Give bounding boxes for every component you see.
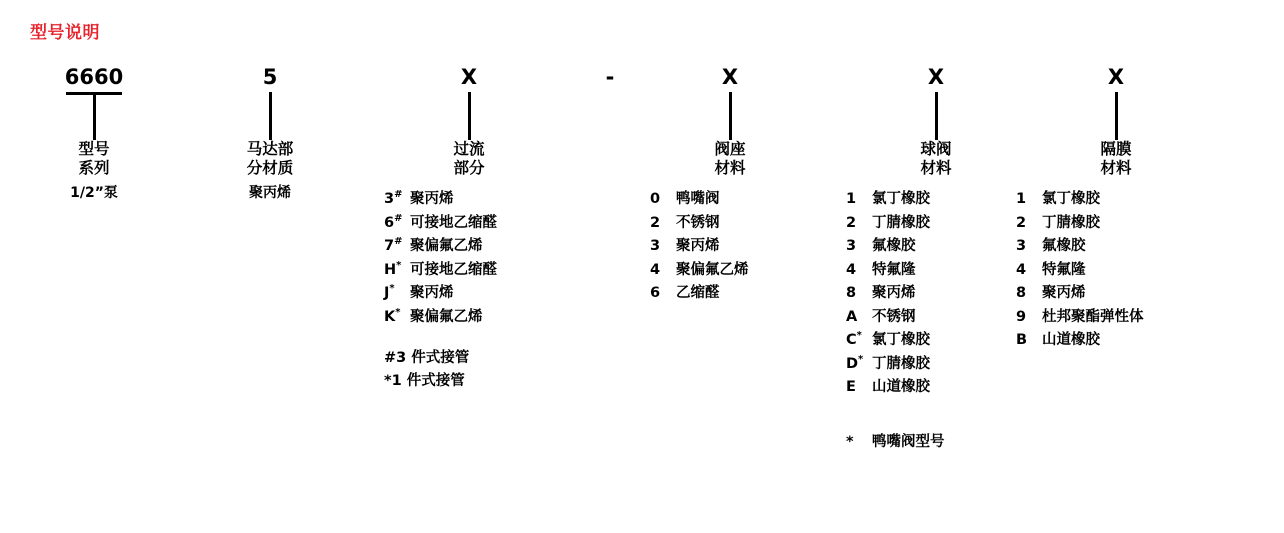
option-key-superscript: * [856,330,862,342]
option-key-text: 4 [650,261,661,278]
option-value: 氯丁橡胶 [872,332,930,348]
option-row [1016,282,1216,306]
option-row [650,212,810,236]
option-key [650,212,676,236]
option-key-text: 2 [846,214,857,231]
column-heading [1016,140,1216,178]
connector-stem [1016,92,1216,140]
code-column-3 [560,62,660,140]
option-value: 氯丁橡胶 [1042,191,1100,207]
option-key [846,306,872,330]
option-row [384,212,554,236]
option-row [384,306,554,330]
option-key [650,235,676,259]
connector-line [935,92,938,140]
option-key [1016,329,1042,353]
option-key-superscript: * [395,306,401,318]
option-key-text: E [846,379,856,395]
option-row [846,235,1026,259]
option-value: 聚偏氟乙烯 [676,261,749,278]
page-title: 型号说明 [30,23,100,43]
option-value: 不锈钢 [676,214,720,231]
column-heading-line: 隔膜 [1100,140,1132,158]
option-key [846,259,872,283]
option-key [384,259,410,283]
code-column-4 [650,62,810,306]
option-row [384,188,554,212]
option-value: 可接地乙缩醛 [410,261,497,278]
connector-stem [36,92,152,140]
option-key-text: 3 [846,238,857,254]
code-column-5 [846,62,1026,451]
option-key-text: D [846,355,859,372]
option-row [846,306,1026,330]
option-key-superscript: * [858,353,864,365]
option-row [650,259,810,283]
option-value: 山道橡胶 [872,379,930,395]
option-key-superscript: * [389,283,395,295]
option-row [846,329,1026,353]
footnote: #3 件式接管 [384,350,470,366]
option-key [846,212,872,236]
option-key-text: 6 [650,285,661,301]
option-row [1016,188,1216,212]
option-key [1016,259,1042,283]
option-key-text: 4 [1016,261,1027,278]
option-row [384,259,554,283]
option-key-text: C [846,332,857,348]
option-value: 丁腈橡胶 [872,355,930,372]
code-char: 6660 [64,65,124,89]
column-heading-line: 材料 [714,159,746,177]
code-column-6 [1016,62,1216,353]
option-key-text: 2 [650,214,661,231]
option-key-text: 9 [1016,308,1027,325]
option-list [1016,188,1216,353]
option-key-text: B [1016,332,1028,348]
option-key-text: K [384,308,396,325]
option-key-text: 4 [846,261,857,278]
option-key-superscript: * [396,259,402,271]
column-heading-line: 材料 [1100,159,1132,177]
code-char: X [927,65,945,89]
option-key [846,353,872,377]
option-key [650,188,676,212]
option-key-text: 3 [384,191,395,207]
option-key-text: 7 [384,238,395,254]
option-row [846,353,1026,377]
option-key [384,188,410,212]
option-key-text: J [384,285,390,301]
connector-line [468,92,471,140]
option-row [650,188,810,212]
option-row [384,282,554,306]
option-value: 聚偏氟乙烯 [410,308,483,325]
option-key-text: 3 [1016,238,1027,254]
option-row [846,212,1026,236]
column-heading-line: 马达部 [246,140,294,158]
code-char: X [721,65,739,89]
option-row [650,235,810,259]
option-key [650,259,676,283]
option-value: 氟橡胶 [1042,238,1086,254]
option-row [1016,259,1216,283]
code-char: X [1107,65,1125,89]
option-value: 氟橡胶 [872,238,916,254]
footnote: *1 件式接管 [384,373,465,389]
column-subnote: 聚丙烯 [249,185,291,201]
column-heading [650,140,810,178]
option-value: 聚丙烯 [1042,285,1086,301]
option-list [384,188,554,329]
option-value: 杜邦聚酯弹性体 [1042,308,1144,325]
column-subnote: 1/2”泵 [70,185,118,201]
option-value: 特氟隆 [1042,261,1086,278]
footnote-list [384,347,554,393]
column-heading [36,140,152,178]
option-key [384,212,410,236]
option-key-superscript: # [394,236,403,248]
option-value: 乙缩醛 [676,285,720,301]
option-value: 丁腈橡胶 [1042,214,1100,231]
option-value: 丁腈橡胶 [872,214,930,231]
option-key-superscript: # [394,189,403,201]
column-heading-line: 阀座 [714,140,746,158]
option-key-text: 1 [846,191,857,207]
option-key-superscript: # [394,212,403,224]
option-row [1016,212,1216,236]
connector-line [93,92,96,140]
column-heading [846,140,1026,178]
option-key-text: 0 [650,191,661,207]
option-key [384,282,410,306]
asterisk-icon: * [846,433,854,450]
option-value: 不锈钢 [872,308,916,325]
option-key-text: A [846,308,858,325]
option-row [1016,306,1216,330]
option-key-text: 3 [650,238,661,254]
column-heading-line: 分材质 [246,159,294,177]
connector-line [729,92,732,140]
option-key [1016,212,1042,236]
option-value: 聚偏氟乙烯 [410,238,483,254]
connector-line [269,92,272,140]
option-row [846,188,1026,212]
option-key [1016,306,1042,330]
connector-stem [560,92,660,140]
code-column-1 [212,62,328,203]
option-value: 聚丙烯 [872,285,916,301]
option-key [846,329,872,353]
column-heading [212,140,328,178]
option-key-text: 8 [1016,285,1027,301]
option-key-text: 1 [1016,191,1027,207]
code-column-2 [384,62,554,393]
option-key [1016,188,1042,212]
code-char: - [605,65,615,89]
column-heading-line: 系列 [78,159,110,177]
column-heading-line: 过流 [453,140,485,158]
column-heading-line: 球阀 [920,140,952,158]
option-key [846,235,872,259]
option-key [384,235,410,259]
option-key-text: 6 [384,214,395,231]
option-row [650,282,810,306]
option-key [846,188,872,212]
code-char: X [460,65,478,89]
connector-stem [212,92,328,140]
connector-stem [384,92,554,140]
column-heading [384,140,554,178]
connector-line [1115,92,1118,140]
option-value: 聚丙烯 [676,238,720,254]
option-row [384,235,554,259]
option-row [846,259,1026,283]
option-key [1016,282,1042,306]
option-row [1016,235,1216,259]
code-column-0 [36,62,152,203]
option-key-text: H [384,261,397,278]
option-row [846,376,1026,400]
option-key [846,282,872,306]
code-char: 5 [262,65,278,89]
option-key [650,282,676,306]
column-heading-line: 材料 [920,159,952,177]
option-value: 山道橡胶 [1042,332,1100,348]
option-row [846,282,1026,306]
option-key-text: 8 [846,285,857,301]
option-value: 聚丙烯 [410,191,454,207]
option-value: 聚丙烯 [410,285,454,301]
star-footnote [846,430,1026,451]
option-key [846,376,872,400]
option-list [846,188,1026,400]
star-footnote-text: 鸭嘴阀型号 [872,433,945,450]
option-value: 可接地乙缩醛 [410,214,497,231]
option-value: 鸭嘴阀 [676,191,720,207]
option-key [384,306,410,330]
option-key-text: 2 [1016,214,1027,231]
column-heading-line: 型号 [78,140,110,158]
connector-stem [650,92,810,140]
column-heading-line: 部分 [453,159,485,177]
option-key [1016,235,1042,259]
option-value: 特氟隆 [872,261,916,278]
option-row [1016,329,1216,353]
option-list [650,188,810,306]
option-value: 氯丁橡胶 [872,191,930,207]
connector-stem [846,92,1026,140]
